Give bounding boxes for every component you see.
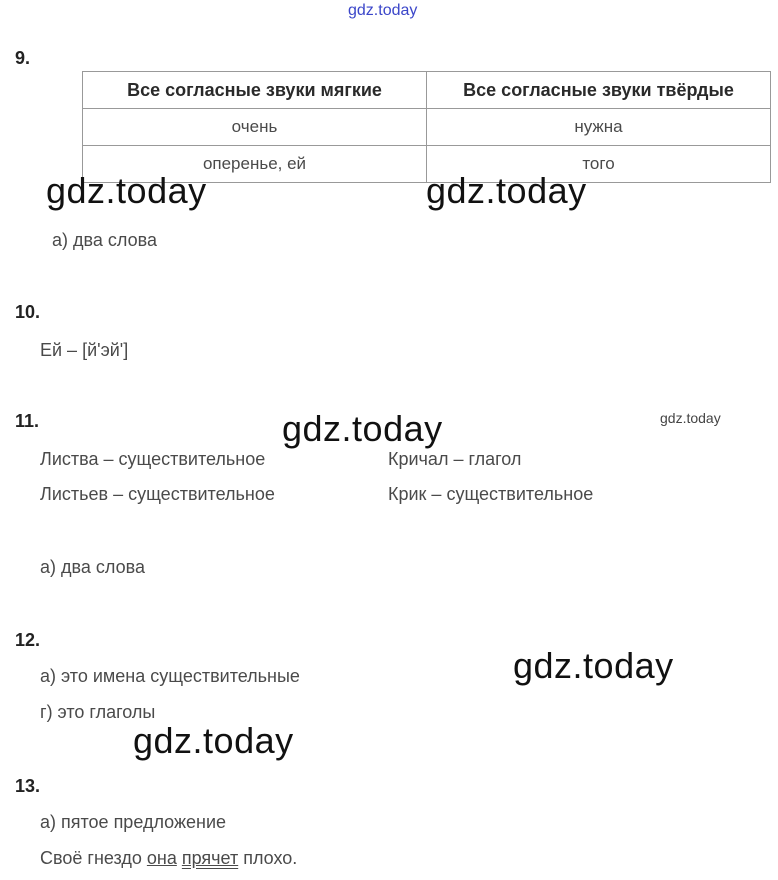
question-11-answer: а) два слова <box>40 557 145 577</box>
watermark: gdz.today <box>426 170 587 211</box>
watermark: gdz.today <box>513 645 674 686</box>
watermark: gdz.today <box>46 170 207 211</box>
table-row <box>83 109 771 146</box>
watermark: gdz.today <box>133 720 294 761</box>
question-10-answer: Ей – [й'эй'] <box>40 340 129 360</box>
question-12-line: а) это имена существительные <box>40 666 300 686</box>
table-header-hard: Все согласные звуки твёрдые <box>427 72 771 109</box>
question-11-number: 11. <box>15 411 40 431</box>
table-cell: очень <box>83 109 427 146</box>
table-cell: нужна <box>427 109 771 146</box>
watermark-small: gdz.today <box>660 410 721 426</box>
watermark-top: gdz.today <box>348 2 418 19</box>
watermark: gdz.today <box>282 408 443 449</box>
sentence-subject: она <box>146 848 177 868</box>
question-12-number: 12. <box>15 630 41 650</box>
sentence-predicate: прячет <box>181 848 239 868</box>
question-11-left-line: Листьев – существительное <box>40 484 275 504</box>
question-11-right-line: Кричал – глагол <box>388 449 522 469</box>
sentence-after: плохо. <box>238 848 298 868</box>
question-12-line: г) это глаголы <box>40 702 156 722</box>
sentence-before: Своё гнездо <box>40 848 147 868</box>
question-11-left-line: Листва – существительное <box>40 449 266 469</box>
table-header-row <box>83 72 771 109</box>
table-header-soft: Все согласные звуки мягкие <box>83 72 427 109</box>
question-13-number: 13. <box>15 776 41 796</box>
table-cell: оперенье, ей <box>83 146 427 183</box>
question-9-table <box>82 71 771 183</box>
table-cell: того <box>427 146 771 183</box>
question-13-line: а) пятое предложение <box>40 812 227 832</box>
question-9-number: 9. <box>15 48 31 68</box>
question-13-sentence <box>40 848 297 869</box>
question-10-number: 10. <box>15 302 41 322</box>
question-11-right-line: Крик – существительное <box>388 484 594 504</box>
question-9-answer: а) два слова <box>52 230 157 250</box>
